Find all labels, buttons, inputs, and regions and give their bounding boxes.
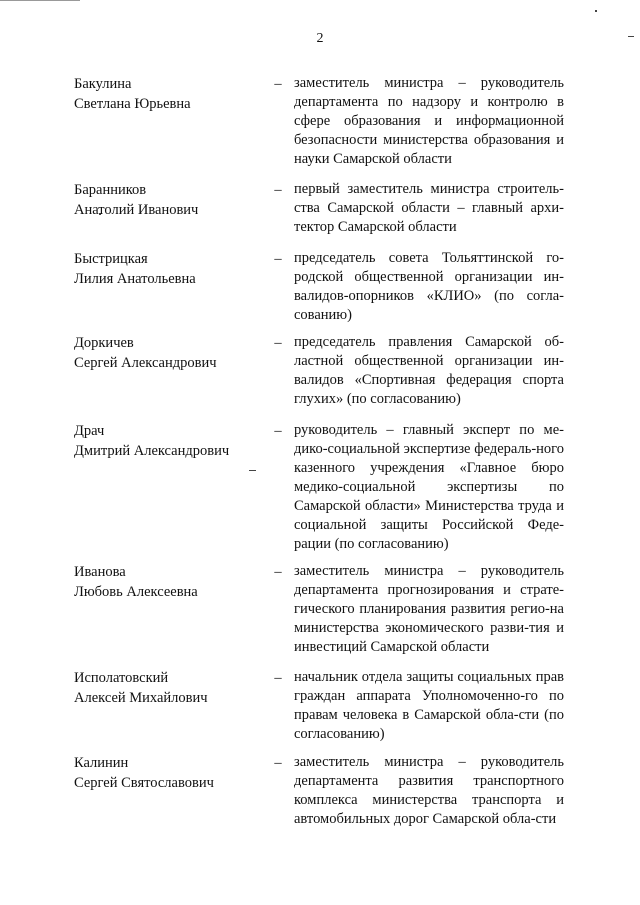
person-name [74,180,264,220]
list-item [74,180,574,249]
position-description: заместитель министра – руководитель департамента развития транспортного комплекса министерства транспорта и автомобильных дорог Самарской обла-сти [294,754,564,827]
position-description: начальник отдела защиты социальных прав граждан аппарата Уполномоченно-го по правам человека в Самарской обла-сти (по согласованию) [294,669,564,742]
given-names: Дмитрий Александрович [74,443,230,459]
surname: Калинин [74,755,129,771]
person-name [74,249,264,289]
surname: Баранников [74,182,147,198]
position-description: председатель совета Тольяттинской го-родской общественной организации ин-валидов-опорников «КЛИО» (по согла-сованию) [294,250,564,323]
dash-separator: – [274,423,282,439]
position-description: руководитель – главный эксперт по ме-дико-социальной экспертизе федераль-ного казенного учреждения «Главное бюро медико-социальной экспертизы по Самарской области» Министерства труда и социальной защиты Российской Феде-рации (по согласованию) [294,422,564,552]
given-names: Любовь Алексеевна [74,584,198,600]
scan-speck [595,10,597,12]
given-names: Светлана Юрьевна [74,96,191,112]
page-number: 2 [316,31,324,46]
surname: Иванова [74,564,126,580]
dash-separator: – [274,182,282,198]
list-item [74,753,574,829]
surname: Исполатовский [74,670,169,686]
surname: Драч [74,423,105,439]
list-item [74,333,574,421]
position-description: заместитель министра – руководитель департамента прогнозирования и страте-гического планирования развития регио-на министерства экономического разви-тия и инвестиций Самарской области [294,563,564,655]
list-item [74,668,574,753]
dash-separator: – [274,76,282,92]
list-item [74,74,574,180]
dash-separator: – [274,670,282,686]
position-description: председатель правления Самарской об-ластной общественной организации ин-валидов «Спортивная федерация спорта глухих» (по согласованию) [294,334,564,407]
position-description: первый заместитель министра строитель-ства Самарской области – главный архи-тектор Самарской области [294,181,564,235]
list-item [74,562,574,668]
dash-separator: – [274,564,282,580]
scan-edge-line [0,0,80,1]
dash-separator: – [274,251,282,267]
person-name [74,333,264,373]
given-names: Сергей Александрович [74,355,217,371]
dash-separator: – [274,755,282,771]
person-name [74,562,264,602]
members-list [74,74,574,829]
person-name [74,668,264,708]
list-item [74,421,574,562]
surname: Доркичев [74,335,134,351]
person-name [74,753,264,793]
surname: Быстрицкая [74,251,148,267]
position-description: заместитель министра – руководитель департамента по надзору и контролю в сфере образования и информационной безопасности министерства образования и науки Самарской области [294,75,564,167]
given-names: Сергей Святославович [74,775,214,791]
person-name [74,421,264,461]
person-name [74,74,264,114]
given-names: Анатолий Иванович [74,202,199,218]
given-names: Алексей Михайлович [74,690,208,706]
surname: Бакулина [74,76,132,92]
list-item [74,249,574,333]
dash-separator: – [274,335,282,351]
given-names: Лилия Анатольевна [74,271,196,287]
